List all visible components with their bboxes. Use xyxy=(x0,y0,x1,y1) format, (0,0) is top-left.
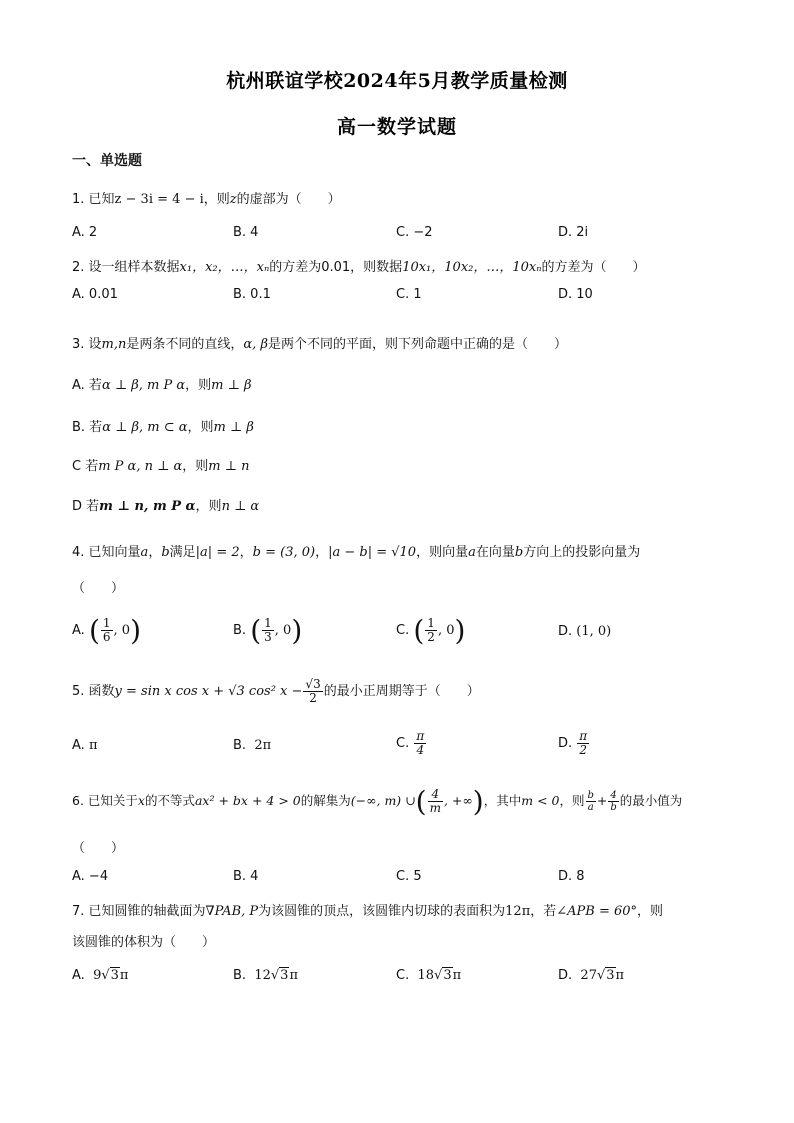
q4-b-num: 1 xyxy=(264,615,272,630)
q3-a-expr: α ⊥ β, m P α xyxy=(101,378,186,393)
q6-text-b: 的不等式 xyxy=(144,793,195,808)
q4-d-label: D. xyxy=(558,624,573,639)
q5-expr: y = sin x cos x + √3 cos² x − xyxy=(114,684,303,700)
q3-option-a xyxy=(72,374,251,393)
q5-b-value: 2π xyxy=(254,738,272,753)
q5-option-a xyxy=(72,738,97,753)
q7-c-coef: 18 xyxy=(417,968,435,983)
q4-c-lparen: ( xyxy=(413,614,425,647)
q2-text-c: 的方差为（ ） xyxy=(541,260,646,275)
q4-sep: ， xyxy=(148,545,162,560)
q2-option-b: B. 0.1 xyxy=(233,287,271,302)
q4-vector-a-2: a xyxy=(468,545,476,560)
q5-b-label: B. xyxy=(233,738,247,753)
q5-d-label: D. xyxy=(558,736,573,752)
q5-option-d xyxy=(558,730,590,757)
q7-text-c: ，若 xyxy=(530,904,557,919)
q1-option-d: D. 2i xyxy=(558,225,589,240)
q7-option-b xyxy=(233,968,298,983)
q7-c-rad: 3 xyxy=(443,968,452,983)
q4-text-a: 4. 已知向量 xyxy=(72,545,141,560)
q2-data2: 10x₁，10x₂，…，10xₙ xyxy=(402,260,542,275)
q4-sep-3: ， xyxy=(315,545,329,560)
q4-c-num: 1 xyxy=(427,615,435,630)
q6-inequality: ax² + bx + 4 > 0 xyxy=(194,793,301,808)
q7-d-coef: 27 xyxy=(580,968,597,983)
q4-text-c: ，则向量 xyxy=(416,545,469,560)
q4-answer-paren: （ ） xyxy=(72,581,125,596)
q7-a-radical: √ xyxy=(101,968,110,983)
q7-angle: ∠APB = 60° xyxy=(556,904,638,919)
q4-option-d xyxy=(558,624,611,639)
q3-a-label: A. 若 xyxy=(72,378,102,393)
q7-option-c xyxy=(396,968,461,983)
q5-frac xyxy=(303,678,322,705)
q5-option-b xyxy=(233,738,271,753)
q4-text-b: 满足 xyxy=(169,545,196,560)
q4-a-lparen: ( xyxy=(88,614,100,647)
q5-c-frac xyxy=(414,730,426,757)
q3-b-mid: ，则 xyxy=(187,420,214,435)
q4-b-tail: , 0 xyxy=(274,623,292,638)
q7-c-radical: √ xyxy=(434,968,443,983)
q6-lparen: ( xyxy=(415,785,427,818)
question-1 xyxy=(72,188,341,207)
q7-b-pi: π xyxy=(289,968,298,983)
q3-vars1: m,n xyxy=(101,337,127,352)
q6-text-e: ，则 xyxy=(559,793,585,808)
q3-a-res: m ⊥ β xyxy=(211,378,252,393)
q6-option-c: C. 5 xyxy=(396,869,422,884)
q2-text-b: 的方差为0.01，则数据 xyxy=(269,260,403,275)
q6-text-c: 的解集为 xyxy=(300,793,351,808)
q7-c-pi: π xyxy=(452,968,462,983)
q7-d-rad: 3 xyxy=(606,968,615,983)
q3-b-res: m ⊥ β xyxy=(213,420,254,435)
q6-plus: + xyxy=(596,793,608,808)
q3-b-expr: α ⊥ β, m ⊂ α xyxy=(102,420,188,435)
q4-option-c xyxy=(396,614,465,647)
q4-c-frac xyxy=(425,617,437,644)
section-heading: 一、单选题 xyxy=(72,153,142,169)
q7-a-coef: 9 xyxy=(93,968,102,983)
q7-text-b: 为该圆锥的顶点，该圆锥内切球的表面积为 xyxy=(258,904,506,919)
q4-vector-a: a xyxy=(140,545,149,560)
q7-triangle: ∇PAB, P xyxy=(205,904,259,919)
q4-b-frac xyxy=(262,617,274,644)
q4-d-value: (1, 0) xyxy=(576,624,612,639)
q6-expr1 xyxy=(586,790,596,813)
question-5 xyxy=(72,678,480,705)
q2-text-a: 2. 设一组样本数据 xyxy=(72,260,180,275)
q3-text-c: 是两个不同的平面，则下列命题中正确的是（ ） xyxy=(267,337,567,352)
q4-c-tail: , 0 xyxy=(437,623,455,638)
q7-b-coef: 12 xyxy=(254,968,271,983)
q6-option-d: D. 8 xyxy=(558,869,585,884)
q7-a-pi: π xyxy=(119,968,129,983)
q5-c-num: π xyxy=(416,729,425,743)
q1-expr: z − 3i = 4 − i xyxy=(114,192,204,207)
q1-option-a: A. 2 xyxy=(72,225,98,240)
q2-data1: x₁，x₂，…，xₙ xyxy=(179,260,270,275)
q1-suffix: 的虚部为（ ） xyxy=(236,192,341,207)
q1-prefix: 1. 已知 xyxy=(72,192,115,207)
q3-d-res: n ⊥ α xyxy=(221,499,260,514)
q5-frac-num: √3 xyxy=(305,677,321,691)
q5-d-frac xyxy=(577,730,589,757)
q4-c-rparen: ) xyxy=(454,614,466,647)
exam-title: 杭州联谊学校2024年5月教学质量检测 xyxy=(226,70,568,92)
q4-a-num: 1 xyxy=(102,615,111,630)
q5-c-label: C. xyxy=(396,736,410,752)
q6-var: x xyxy=(137,793,145,808)
q7-option-d xyxy=(558,968,624,983)
q3-text-a: 3. 设 xyxy=(72,337,102,352)
q4-a-tail: , 0 xyxy=(113,623,131,638)
q4-b-lparen: ( xyxy=(250,614,262,647)
q7-b-radical: √ xyxy=(270,968,280,983)
question-7 xyxy=(72,900,663,919)
q7-a-rad: 3 xyxy=(110,968,119,983)
q5-d-den: 2 xyxy=(579,743,588,758)
q5-text-a: 5. 函数 xyxy=(72,684,115,700)
q7-d-radical: √ xyxy=(596,968,606,983)
q3-d-expr: m ⊥ n, m P α xyxy=(99,499,196,514)
q6-text-d: ，其中 xyxy=(483,793,522,808)
q7-text-d: ，则 xyxy=(637,904,664,919)
q6-frac-num: 4 xyxy=(428,788,443,802)
q5-frac-den: 2 xyxy=(309,691,317,706)
q4-a-label: A. xyxy=(72,623,85,638)
q3-c-res: m ⊥ n xyxy=(208,459,250,474)
q3-d-label: D 若 xyxy=(72,499,100,514)
q3-c-expr: m P α, n ⊥ α xyxy=(98,459,183,474)
q4-b-label: B. xyxy=(233,623,247,638)
q6-answer-paren: （ ） xyxy=(72,841,125,856)
q6-text-f: 的最小值为 xyxy=(619,793,683,808)
q5-c-den: 4 xyxy=(416,743,425,758)
q1-var: z xyxy=(229,192,237,207)
q5-a-label: A. xyxy=(72,738,85,753)
q4-a-rparen: ) xyxy=(130,614,141,647)
q2-option-d: D. 10 xyxy=(558,287,593,302)
q6-set-b: , +∞ xyxy=(443,793,473,808)
q3-text-b: 是两条不同的直线， xyxy=(126,337,244,352)
question-2 xyxy=(72,256,646,275)
question-3 xyxy=(72,333,567,352)
q4-c-den: 2 xyxy=(427,630,435,644)
q1-option-c: C. −2 xyxy=(396,225,433,240)
q6-rparen: ) xyxy=(472,785,484,818)
q1-mid: ，则 xyxy=(203,192,230,207)
q1-option-b: B. 4 xyxy=(233,225,259,240)
q6-option-a: A. −4 xyxy=(72,869,109,884)
q3-c-label: C 若 xyxy=(72,459,99,474)
q3-vars2: α, β xyxy=(243,337,268,352)
exam-subtitle: 高一数学试题 xyxy=(336,116,457,138)
q6-frac-den: m xyxy=(429,801,441,815)
q7-d-pi: π xyxy=(615,968,625,983)
q4-text-d: 在向量 xyxy=(475,545,515,560)
q4-a-frac xyxy=(101,617,113,644)
q6-e2-den: b xyxy=(610,802,617,813)
q7-area: 12π xyxy=(505,904,531,919)
q4-b-den: 3 xyxy=(264,630,272,644)
q4-b-rparen: ) xyxy=(291,614,303,647)
q5-a-value: π xyxy=(88,738,98,753)
q6-e1-num: b xyxy=(587,790,594,801)
q2-option-c: C. 1 xyxy=(396,287,422,302)
q4-sep-2: ， xyxy=(239,545,253,560)
q7-text-a: 7. 已知圆锥的轴截面为 xyxy=(72,904,206,919)
q3-d-mid: ，则 xyxy=(195,499,222,514)
q7-b-label: B. xyxy=(233,968,247,983)
q3-option-b xyxy=(72,416,254,435)
q6-option-b: B. 4 xyxy=(233,869,259,884)
q7-b-rad: 3 xyxy=(280,968,289,983)
question-4 xyxy=(72,541,640,560)
q6-cond: m < 0 xyxy=(521,793,560,808)
q6-expr2 xyxy=(608,790,618,813)
q4-vector-b-2: b xyxy=(514,545,524,560)
q4-cond1: |a| = 2 xyxy=(195,545,240,560)
q6-frac xyxy=(428,788,443,815)
q3-option-d xyxy=(72,495,259,514)
question-6 xyxy=(72,785,682,818)
q7-c-label: C. xyxy=(396,968,410,983)
q4-text-e: 方向上的投影向量为 xyxy=(523,545,641,560)
q4-a-den: 6 xyxy=(102,630,111,644)
q5-text-b: 的最小正周期等于（ ） xyxy=(323,684,480,700)
q3-c-mid: ，则 xyxy=(182,459,209,474)
q6-e2-num: 4 xyxy=(608,790,618,802)
q4-option-b xyxy=(233,614,302,647)
q4-vector-b: b xyxy=(161,545,170,560)
q3-a-mid: ，则 xyxy=(185,378,212,393)
q7-a-label: A. xyxy=(72,968,85,983)
q7-option-a xyxy=(72,968,128,983)
q4-cond3: |a − b| = √10 xyxy=(328,545,417,560)
q3-option-c xyxy=(72,455,249,474)
q3-b-label: B. 若 xyxy=(72,420,103,435)
q5-d-num: π xyxy=(579,729,588,743)
q6-set-a: (−∞, m) ∪ xyxy=(350,793,416,808)
q6-e1-den: a xyxy=(587,802,594,813)
q4-c-label: C. xyxy=(396,623,410,638)
q4-cond2: b = (3, 0) xyxy=(252,545,316,560)
q6-text-a: 6. 已知关于 xyxy=(72,793,138,808)
q2-option-a: A. 0.01 xyxy=(72,287,118,302)
q7-d-label: D. xyxy=(558,968,573,983)
q5-option-c xyxy=(396,730,427,757)
q4-option-a xyxy=(72,614,141,647)
q7-line-2: 该圆锥的体积为（ ） xyxy=(72,935,216,950)
